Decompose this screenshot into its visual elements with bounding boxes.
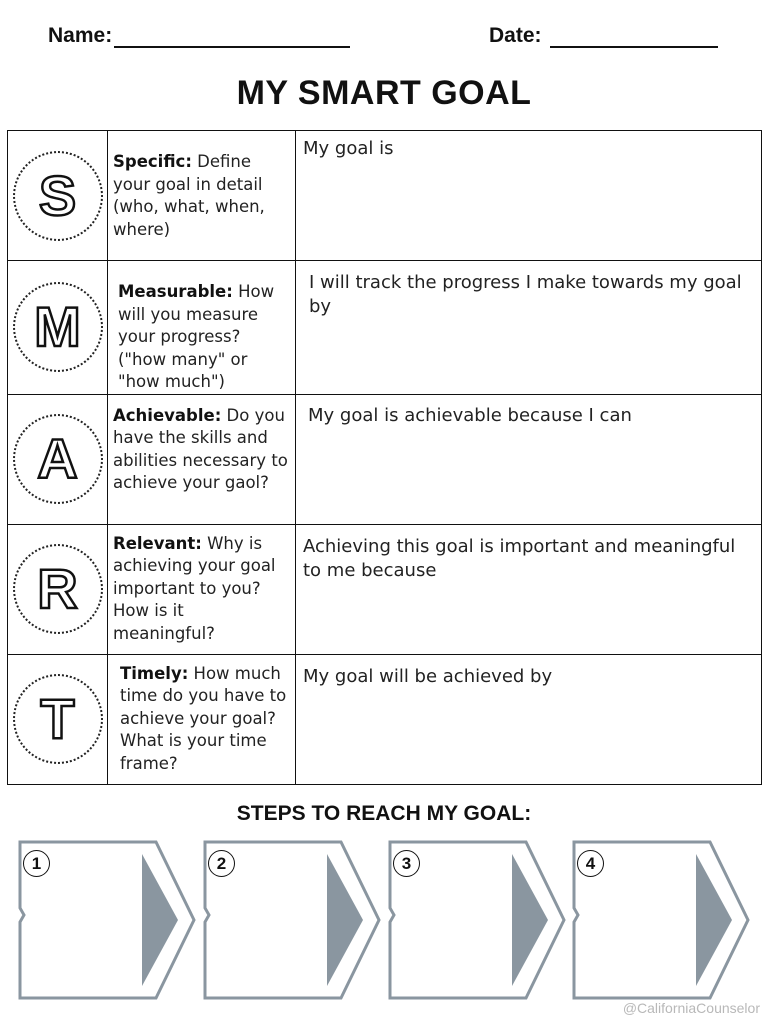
page-title: MY SMART GOAL [236, 74, 532, 112]
name-blank[interactable] [114, 26, 350, 48]
prompt-cell [108, 654, 296, 784]
sentence-starter: Achieving this goal is important and meaningful to me because [303, 535, 736, 581]
prompt-text [108, 395, 295, 495]
prompt-text [108, 525, 295, 646]
letter-cell [8, 261, 108, 395]
prompt-cell [108, 524, 296, 654]
name-label: Name: [48, 24, 113, 47]
letter-cell [8, 394, 108, 524]
letter-badge-s [13, 151, 103, 241]
prompt-description: How will you measure your progress? ("how many" or "how much") [118, 282, 275, 391]
step-number: 1 [23, 850, 50, 877]
answer-cell[interactable] [296, 261, 762, 395]
answer-cell[interactable] [296, 524, 762, 654]
date-field [489, 24, 718, 48]
table-row-specific [8, 131, 762, 261]
prompt-term: Specific: [113, 152, 192, 171]
date-label: Date: [489, 24, 542, 47]
letter-glyph: T [40, 687, 75, 750]
sentence-starter: My goal is achievable because I can [308, 404, 632, 426]
letter-glyph: S [38, 163, 77, 227]
prompt-description: Do you have the skills and abilities necessary to achieve your gaol? [113, 405, 288, 492]
table-row-timely [8, 654, 762, 784]
step-box-4[interactable] [572, 840, 754, 1000]
letter-badge-r [13, 544, 103, 634]
name-field [48, 24, 350, 48]
step-number: 3 [393, 850, 420, 877]
prompt-text [108, 261, 295, 394]
sentence-starter: I will track the progress I make towards my goal by [309, 272, 742, 317]
step-box-2[interactable] [203, 840, 385, 1000]
table-row-measurable [8, 261, 762, 395]
letter-badge-t [13, 674, 103, 764]
letter-cell [8, 654, 108, 784]
prompt-cell [108, 131, 296, 261]
prompt-cell [108, 261, 296, 395]
letter-badge-m [13, 282, 103, 372]
prompt-term: Achievable: [113, 405, 222, 425]
prompt-term: Relevant: [113, 533, 202, 553]
credit-watermark: @CaliforniaCounselor [622, 1000, 760, 1016]
table-row-achievable [8, 394, 762, 524]
smart-goal-table [7, 130, 762, 785]
prompt-text [108, 655, 295, 776]
letter-glyph: A [37, 427, 78, 490]
table-row-relevant [8, 524, 762, 654]
answer-cell[interactable] [296, 131, 762, 261]
sentence-starter: My goal is [303, 138, 394, 159]
prompt-text [108, 131, 295, 241]
prompt-description: Why is achieving your goal important to you? How is it meaningful? [113, 533, 276, 643]
steps-heading: STEPS TO REACH MY GOAL: [236, 802, 532, 825]
prompt-term: Timely: [120, 663, 189, 683]
letter-cell [8, 131, 108, 261]
step-box-3[interactable] [388, 840, 570, 1000]
letter-glyph: M [34, 295, 81, 359]
prompt-term: Measurable: [118, 282, 233, 301]
answer-cell[interactable] [296, 654, 762, 784]
step-number: 2 [208, 850, 235, 877]
step-box-1[interactable] [18, 840, 200, 1000]
letter-badge-a [13, 414, 103, 504]
letter-cell [8, 524, 108, 654]
answer-cell[interactable] [296, 394, 762, 524]
step-number: 4 [577, 850, 604, 877]
letter-glyph: R [37, 557, 78, 620]
sentence-starter: My goal will be achieved by [303, 665, 553, 687]
prompt-cell [108, 394, 296, 524]
prompt-description: Define your goal in detail (who, what, when, where) [113, 152, 265, 239]
prompt-description: How much time do you have to achieve your goal? What is your time frame? [120, 663, 287, 773]
date-blank[interactable] [550, 26, 718, 48]
